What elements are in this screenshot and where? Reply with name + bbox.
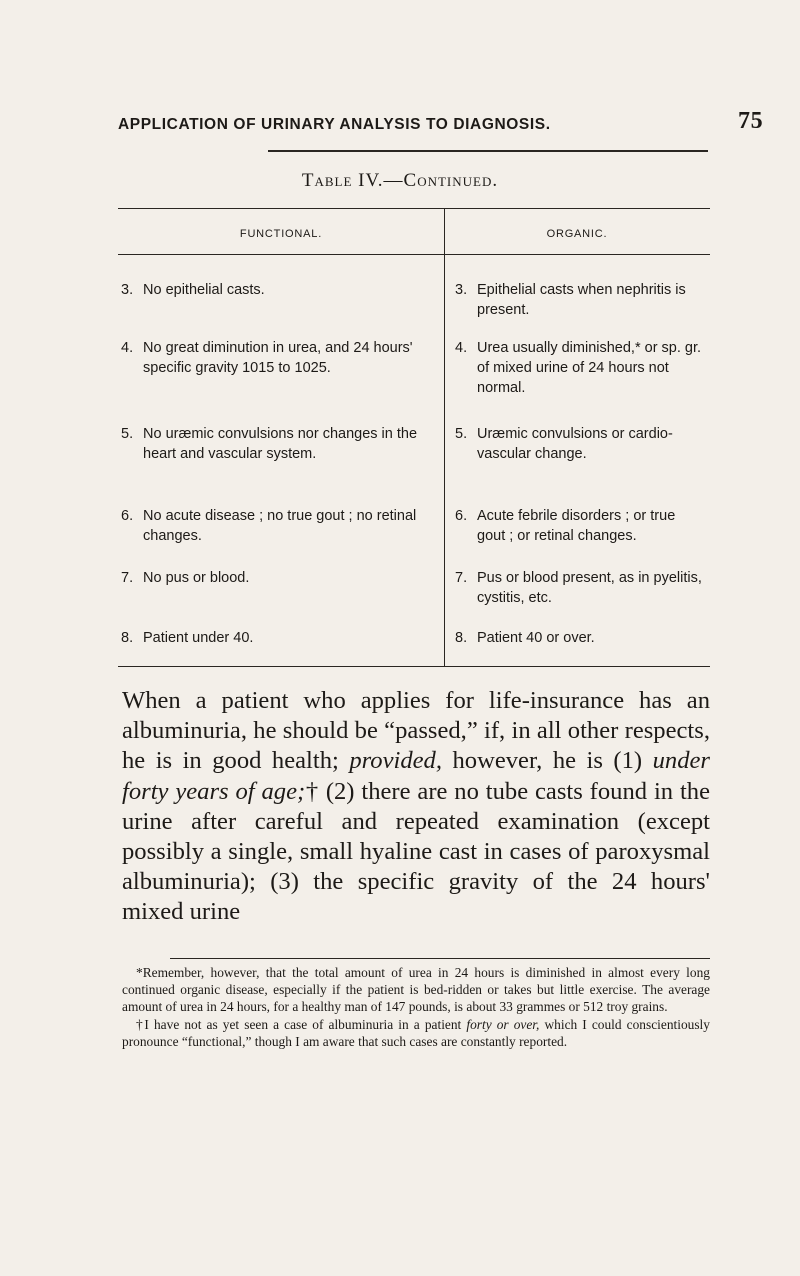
table-header-rule <box>118 254 710 255</box>
table-cell-functional: 5. No uræmic convulsions nor changes in the heart and vascular system. <box>121 426 418 462</box>
footnote-2: †I have not as yet seen a case of albuminuria in a patient forty or over, which I could conscientiously pronounce “functional,” though I am aware that such cases are constantly reported. <box>122 1016 710 1049</box>
page-number: 75 <box>738 108 764 134</box>
table-column-divider <box>444 208 445 666</box>
table-title: Table IV.—Continued. <box>301 170 499 191</box>
table-cell-functional: 7. No pus or blood. <box>121 570 250 586</box>
table-cell-functional: 4. No great diminution in urea, and 24 hours' specific gravity 1015 to 1025. <box>121 340 413 376</box>
header-rule <box>268 150 708 152</box>
table-cell-organic: 6. Acute febrile disorders ; or true gout ; or retinal changes. <box>455 508 676 544</box>
table-cell-organic: 3. Epithelial casts when nephritis is present. <box>455 282 686 318</box>
running-head-title: APPLICATION OF URINARY ANALYSIS TO DIAGNOSIS. <box>118 116 551 133</box>
column-header-functional: FUNCTIONAL. <box>239 228 323 240</box>
table-cell-organic: 4. Urea usually diminished,* or sp. gr. of mixed urine of 24 hours not normal. <box>455 340 702 396</box>
footnote-1: *Remember, however, that the total amount of urea in 24 hours is diminished in almost every long continued organic disease, especially if the patient is bed-ridden or takes but little exercise. The average amount of urea in 24 hours, for a healthy man of 147 pounds, is about 33 grammes or 512 troy grains. <box>122 965 710 1015</box>
column-header-organic: ORGANIC. <box>546 228 608 240</box>
table-cell-organic: 7. Pus or blood present, as in pyelitis, cystitis, etc. <box>455 570 702 606</box>
table-cell-functional: 6. No acute disease ; no true gout ; no retinal changes. <box>121 508 417 544</box>
footnote-rule <box>170 958 710 959</box>
comparison-table <box>118 208 710 668</box>
table-cell-functional: 3. No epithelial casts. <box>121 282 265 298</box>
table-cell-functional: 8. Patient under 40. <box>121 630 254 646</box>
footnotes <box>122 964 710 1050</box>
table-cell-organic: 5. Uræmic convulsions or cardio-vascular change. <box>455 426 673 462</box>
table-bottom-rule <box>118 666 710 667</box>
body-paragraph: When a patient who applies for life-insurance has an albuminuria, he should be “passed,” if, in all other respects, he is in good health; provided, however, he is (1) under forty years of age;† (2) there are no tube casts found in the urine after careful and repeated examination (except possibly a single, small hyaline cast in cases of paroxysmal albuminuria); (3) the specific gravity of the 24 hours' mixed urine <box>122 687 710 926</box>
table-top-rule <box>118 208 710 209</box>
table-cell-organic: 8. Patient 40 or over. <box>455 630 595 646</box>
running-head <box>118 108 778 134</box>
